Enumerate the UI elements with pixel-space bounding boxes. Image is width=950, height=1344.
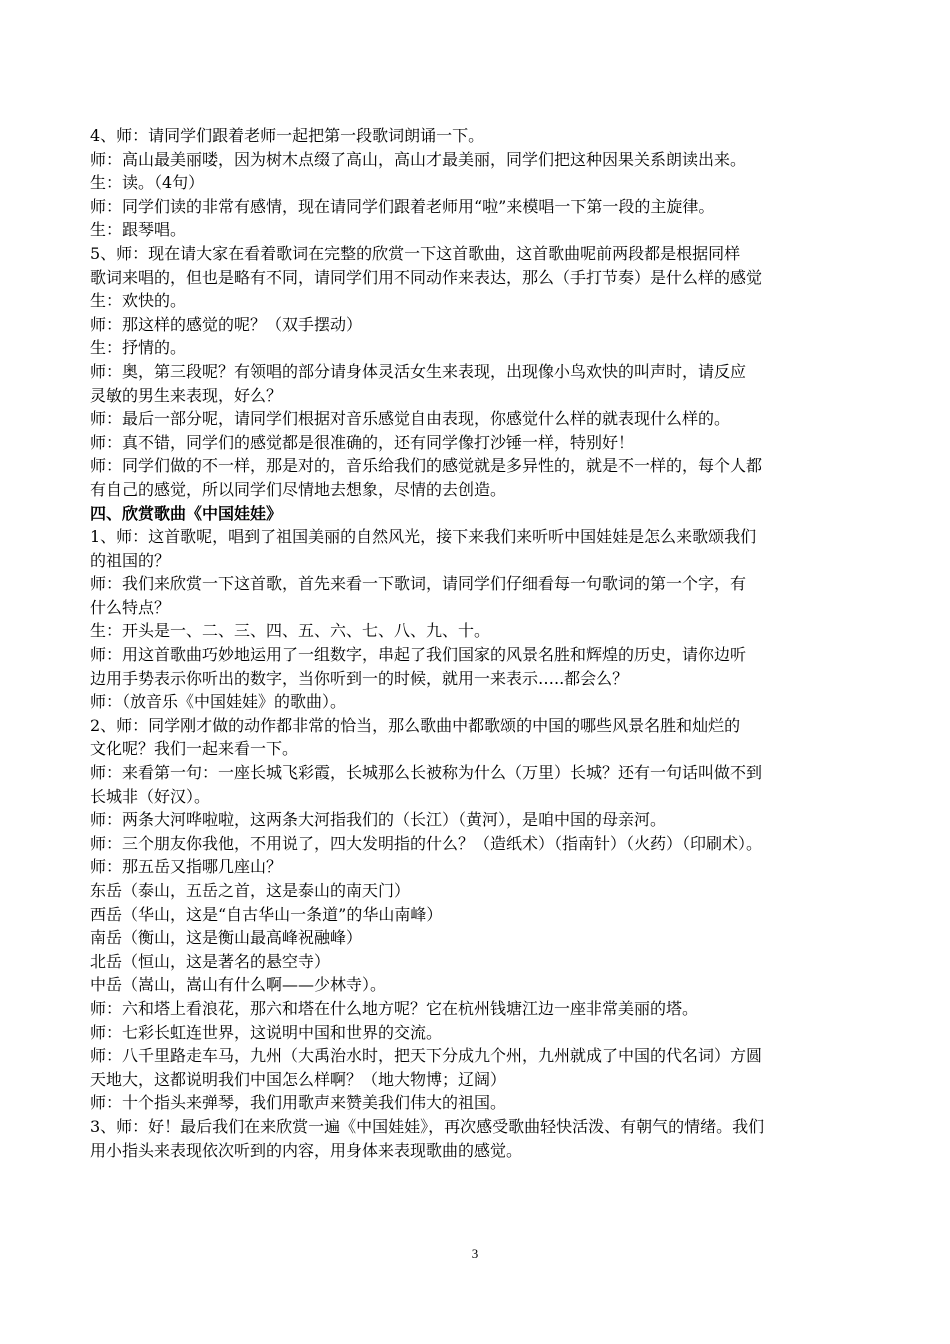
text-line: 师：我们来欣赏一下这首歌，首先来看一下歌词，请同学们仔细看每一句歌词的第一个字，有 [90, 574, 747, 594]
text-line: 生：跟琴唱。 [90, 220, 187, 240]
text-line: 什么特点？ [90, 597, 171, 617]
text-line: 师：（放音乐《中国娃娃》的歌曲）。 [90, 692, 347, 712]
text-line: 文化呢？我们一起来看一下。 [90, 739, 299, 759]
text-line: 师：两条大河哗啦啦，这两条大河指我们的（长江）（黄河），是咱中国的母亲河。 [90, 810, 667, 830]
text-line: 用小指头来表现依次听到的内容，用身体来表现歌曲的感觉。 [90, 1140, 523, 1160]
text-line: 师：十个指头来弹琴，我们用歌声来赞美我们伟大的祖国。 [90, 1093, 507, 1113]
text-line: 1、师：这首歌呢，唱到了祖国美丽的自然风光，接下来我们来听听中国娃娃是怎么来歌颂我们 [90, 527, 757, 547]
text-line: 师：七彩长虹连世界，这说明中国和世界的交流。 [90, 1022, 443, 1042]
text-line: 生：欢快的。 [90, 291, 187, 311]
text-line: 师：高山最美丽喽，因为树木点缀了高山，高山才最美丽，同学们把这种因果关系朗读出来。 [90, 149, 747, 169]
section-heading: 四、欣赏歌曲《中国娃娃》 [90, 503, 283, 523]
text-line: 北岳（恒山，这是著名的悬空寺） [90, 951, 331, 971]
text-line: 东岳（泰山，五岳之首，这是泰山的南天门） [90, 881, 411, 900]
text-line: 生：抒情的。 [90, 338, 187, 358]
text-line: 师：来看第一句：一座长城飞彩霞，长城那么长被称为什么（万里）长城？还有一句话叫做不到 [90, 763, 763, 783]
text-line: 师：最后一部分呢，请同学们根据对音乐感觉自由表现，你感觉什么样的就表现什么样的。 [90, 409, 731, 429]
text-line: 西岳（华山，这是“自古华山一条道”的华山南峰） [90, 904, 443, 924]
text-line: 生：开头是一、二、三、四、五、六、七、八、九、十。 [90, 621, 491, 641]
text-line: 师：同学们做的不一样，那是对的，音乐给我们的感觉就是多异性的，就是不一样的，每个人都 [90, 456, 763, 476]
text-line: 师：真不错，同学们的感觉都是很准确的，还有同学像打沙锤一样，特别好！ [90, 432, 635, 452]
text-line: 有自己的感觉，所以同学们尽情地去想象，尽情的去创造。 [90, 479, 507, 499]
text-line: 灵敏的男生来表现，好么？ [90, 385, 283, 405]
text-line: 师：那五岳又指哪几座山？ [90, 857, 283, 877]
text-line: 2、师：同学刚才做的动作都非常的恰当，那么歌曲中都歌颂的中国的哪些风景名胜和灿烂的 [90, 715, 741, 735]
text-line: 南岳（衡山，这是衡山最高峰祝融峰） [90, 928, 363, 948]
text-line: 5、师：现在请大家在看着歌词在完整的欣赏一下这首歌曲，这首歌曲呢前两段都是根据同样 [90, 243, 741, 263]
text-line: 师：六和塔上看浪花，那六和塔在什么地方呢？它在杭州钱塘江边一座非常美丽的塔。 [90, 998, 699, 1018]
text-line: 生：读。（4句） [90, 173, 205, 193]
text-line: 边用手势表示你听出的数字，当你听到一的时候，就用一来表示…..都会么？ [90, 668, 629, 688]
text-line: 天地大，这都说明我们中国怎么样啊？（地大物博；辽阔） [90, 1069, 507, 1089]
page-number: 3 [471, 1246, 479, 1261]
text-line: 的祖国的？ [90, 550, 171, 570]
text-line: 师：奥，第三段呢？有领唱的部分请身体灵活女生来表现，出现像小鸟欢快的叫声时，请反应 [90, 361, 747, 381]
document-body [90, 124, 870, 1162]
text-line: 中岳（嵩山，嵩山有什么啊——少林寺）。 [90, 975, 387, 995]
text-line: 4、师：请同学们跟着老师一起把第一段歌词朗诵一下。 [90, 126, 485, 145]
text-line: 长城非（好汉）。 [90, 786, 211, 806]
text-line: 师：同学们读的非常有感情，现在请同学们跟着老师用“啦”来模唱一下第一段的主旋律。 [90, 196, 715, 216]
text-line: 师：三个朋友你我他，不用说了，四大发明指的什么？（造纸术）（指南针）（火药）（印刷术）。 [90, 833, 763, 853]
text-line: 师：八千里路走车马，九州（大禹治水时，把天下分成九个州，九州就成了中国的代名词）方圆 [90, 1046, 763, 1066]
text-line: 师：那这样的感觉的呢？（双手摆动） [90, 314, 363, 334]
text-line: 歌词来唱的，但也是略有不同，请同学们用不同动作来表达，那么（手打节奏）是什么样的感觉 [90, 267, 763, 287]
text-line: 师：用这首歌曲巧妙地运用了一组数字，串起了我们国家的风景名胜和辉煌的历史，请你边听 [90, 645, 747, 665]
text-line: 3、师：好！最后我们在来欣赏一遍《中国娃娃》，再次感受歌曲轻快活泼、有朝气的情绪。我们 [90, 1116, 765, 1136]
